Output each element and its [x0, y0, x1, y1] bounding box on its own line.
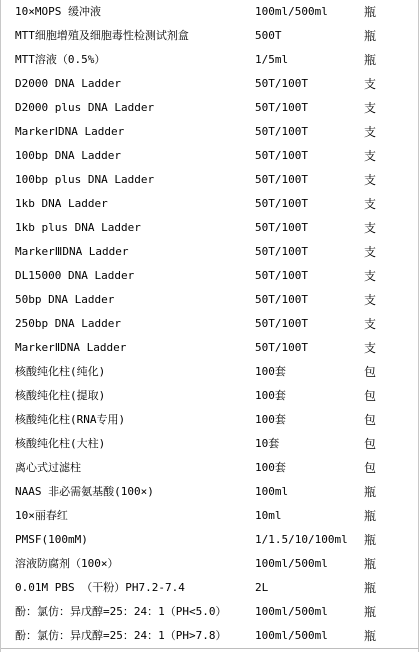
spec-cell[interactable]	[255, 360, 361, 384]
table-row[interactable]	[1, 48, 419, 72]
unit-cell[interactable]: 瓶	[364, 5, 377, 19]
unit-cell[interactable]: 支	[364, 293, 377, 307]
spec-text: 1/5ml	[255, 53, 289, 66]
product-name-cell[interactable]: MTT溶液（0.5%）	[15, 53, 106, 66]
spec-text: 500T	[255, 29, 282, 42]
spec-cell[interactable]	[255, 264, 361, 288]
unit-cell[interactable]: 瓶	[364, 629, 377, 643]
unit-cell[interactable]: 瓶	[364, 53, 377, 67]
product-name-cell[interactable]: D2000 DNA Ladder	[15, 77, 121, 90]
unit-cell[interactable]: 支	[364, 125, 377, 139]
table-row[interactable]	[1, 288, 419, 312]
spec-text: 50T/100T	[255, 101, 308, 114]
spec-text: 50T/100T	[255, 149, 308, 162]
table-row[interactable]	[1, 360, 419, 384]
unit-cell[interactable]: 支	[364, 269, 377, 283]
table-row[interactable]	[1, 192, 419, 216]
unit-cell[interactable]: 瓶	[364, 485, 377, 499]
product-name-cell[interactable]: DL15000 DNA Ladder	[15, 269, 135, 282]
unit-cell[interactable]: 支	[364, 173, 377, 187]
product-name-cell[interactable]: 酚：氯仿：异戊醇=25：24：1（PH>7.8）	[15, 629, 227, 642]
table-row[interactable]	[1, 216, 419, 240]
row-divider	[1, 648, 419, 649]
table-row[interactable]	[1, 552, 419, 576]
table-row[interactable]	[1, 576, 419, 600]
unit-cell[interactable]: 支	[364, 341, 377, 355]
spec-cell[interactable]	[255, 48, 361, 72]
unit-cell[interactable]: 包	[364, 389, 377, 403]
table-row[interactable]	[1, 456, 419, 480]
unit-cell[interactable]: 瓶	[364, 557, 377, 571]
spec-cell[interactable]	[255, 432, 361, 456]
spec-text: 1/1.5/10/100ml	[255, 533, 348, 546]
spec-text: 50T/100T	[255, 245, 308, 258]
table-row[interactable]	[1, 120, 419, 144]
spec-text: 100ml/500ml	[255, 557, 328, 570]
product-name-cell[interactable]: 10×丽春红	[15, 509, 68, 522]
spec-text: 100套	[255, 413, 286, 426]
spec-text: 50T/100T	[255, 77, 308, 90]
spec-cell[interactable]	[255, 480, 361, 504]
spec-text: 100套	[255, 389, 286, 402]
spec-cell[interactable]	[255, 408, 361, 432]
spec-cell[interactable]	[255, 288, 361, 312]
spec-cell[interactable]	[255, 456, 361, 480]
spec-cell[interactable]	[255, 624, 361, 648]
spec-text: 50T/100T	[255, 221, 308, 234]
unit-cell[interactable]: 瓶	[364, 533, 377, 547]
spec-cell[interactable]	[255, 192, 361, 216]
table-row[interactable]	[1, 240, 419, 264]
spec-text: 100ml/500ml	[255, 605, 328, 618]
spec-cell[interactable]	[255, 312, 361, 336]
spec-cell[interactable]	[255, 552, 361, 576]
unit-cell[interactable]: 支	[364, 149, 377, 163]
table-row[interactable]	[1, 24, 419, 48]
product-name-cell[interactable]: 100bp plus DNA Ladder	[15, 173, 155, 186]
spec-cell[interactable]	[255, 600, 361, 624]
product-name-cell[interactable]: 核酸纯化柱(RNA专用)	[15, 413, 126, 426]
table-row[interactable]	[1, 144, 419, 168]
product-name-cell[interactable]: MarkerⅠDNA Ladder	[15, 125, 125, 138]
product-name-cell[interactable]: 核酸纯化柱(大柱)	[15, 437, 106, 450]
product-name-cell[interactable]: 0.01M PBS （干粉）PH7.2-7.4	[15, 581, 185, 594]
product-name-cell[interactable]: 250bp DNA Ladder	[15, 317, 121, 330]
product-name-cell[interactable]: 溶液防腐剂（100×）	[15, 557, 119, 570]
spec-cell[interactable]	[255, 24, 361, 48]
unit-cell[interactable]: 包	[364, 413, 377, 427]
spec-text: 50T/100T	[255, 125, 308, 138]
table-row[interactable]	[1, 528, 419, 552]
table-row[interactable]	[1, 0, 419, 24]
product-name-cell[interactable]: MarkerⅡDNA Ladder	[15, 341, 127, 354]
table-row[interactable]	[1, 432, 419, 456]
product-name-cell[interactable]: 酚：氯仿：异戊醇=25：24：1（PH<5.0）	[15, 605, 227, 618]
spec-cell[interactable]	[255, 336, 361, 360]
spec-cell[interactable]	[255, 144, 361, 168]
unit-cell[interactable]: 包	[364, 437, 377, 451]
spec-text: 100ml/500ml	[255, 5, 328, 18]
product-name-cell[interactable]: 核酸纯化柱(提取)	[15, 389, 106, 402]
product-name-cell[interactable]: 离心式过滤柱	[15, 461, 81, 474]
spec-cell[interactable]	[255, 504, 361, 528]
table-row[interactable]	[1, 72, 419, 96]
product-name-cell[interactable]: 核酸纯化柱(纯化)	[15, 365, 106, 378]
unit-cell[interactable]: 支	[364, 221, 377, 235]
product-name-cell[interactable]: D2000 plus DNA Ladder	[15, 101, 155, 114]
spec-cell[interactable]	[255, 240, 361, 264]
unit-cell[interactable]: 支	[364, 245, 377, 259]
table-row[interactable]	[1, 504, 419, 528]
spec-text: 100ml/500ml	[255, 629, 328, 642]
spec-cell[interactable]	[255, 528, 361, 552]
product-name-cell[interactable]: PMSF(100mM)	[15, 533, 88, 546]
spec-text: 50T/100T	[255, 173, 308, 186]
spec-cell[interactable]	[255, 96, 361, 120]
product-name-cell[interactable]: 100bp DNA Ladder	[15, 149, 121, 162]
unit-cell[interactable]: 支	[364, 101, 377, 115]
product-name-cell[interactable]: 1kb DNA Ladder	[15, 197, 108, 210]
table-row[interactable]	[1, 624, 419, 648]
product-name-cell[interactable]: MarkerⅢDNA Ladder	[15, 245, 129, 258]
spec-cell[interactable]	[255, 576, 361, 600]
unit-cell[interactable]: 支	[364, 317, 377, 331]
spec-text: 50T/100T	[255, 317, 308, 330]
table-row[interactable]	[1, 264, 419, 288]
spec-text: 100套	[255, 461, 286, 474]
table-row[interactable]	[1, 168, 419, 192]
unit-cell[interactable]: 包	[364, 461, 377, 475]
spec-text: 50T/100T	[255, 293, 308, 306]
product-name-cell[interactable]: 1kb plus DNA Ladder	[15, 221, 141, 234]
unit-cell[interactable]: 瓶	[364, 581, 377, 595]
table-row[interactable]	[1, 336, 419, 360]
spec-cell[interactable]	[255, 72, 361, 96]
spec-cell[interactable]	[255, 384, 361, 408]
spec-text: 50T/100T	[255, 269, 308, 282]
spec-text: 100ml	[255, 485, 289, 498]
table-row[interactable]	[1, 600, 419, 624]
unit-cell[interactable]: 支	[364, 77, 377, 91]
product-table-body	[1, 0, 419, 648]
table-row[interactable]	[1, 312, 419, 336]
table-row[interactable]	[1, 408, 419, 432]
table-row[interactable]	[1, 96, 419, 120]
table-row[interactable]	[1, 384, 419, 408]
spec-text: 2L	[255, 581, 269, 594]
spec-cell[interactable]	[255, 168, 361, 192]
unit-cell[interactable]: 瓶	[364, 509, 377, 523]
spec-text: 10套	[255, 437, 280, 450]
product-name-cell[interactable]: MTT细胞增殖及细胞毒性检测试剂盒	[15, 29, 189, 42]
spec-text: 50T/100T	[255, 341, 308, 354]
product-name-cell[interactable]: 50bp DNA Ladder	[15, 293, 115, 306]
spec-text: 100套	[255, 365, 286, 378]
unit-cell[interactable]: 包	[364, 365, 377, 379]
spec-cell[interactable]	[255, 0, 361, 24]
unit-cell[interactable]: 瓶	[364, 29, 377, 43]
table-row[interactable]	[1, 480, 419, 504]
spec-cell[interactable]	[255, 216, 361, 240]
spec-cell[interactable]	[255, 120, 361, 144]
product-name-cell[interactable]: 10×MOPS 缓冲液	[15, 5, 101, 18]
unit-cell[interactable]: 瓶	[364, 605, 377, 619]
product-table	[1, 0, 419, 648]
product-name-cell[interactable]: NAAS 非必需氨基酸(100×)	[15, 485, 154, 498]
spec-text: 10ml	[255, 509, 282, 522]
spec-text: 50T/100T	[255, 197, 308, 210]
unit-cell[interactable]: 支	[364, 197, 377, 211]
